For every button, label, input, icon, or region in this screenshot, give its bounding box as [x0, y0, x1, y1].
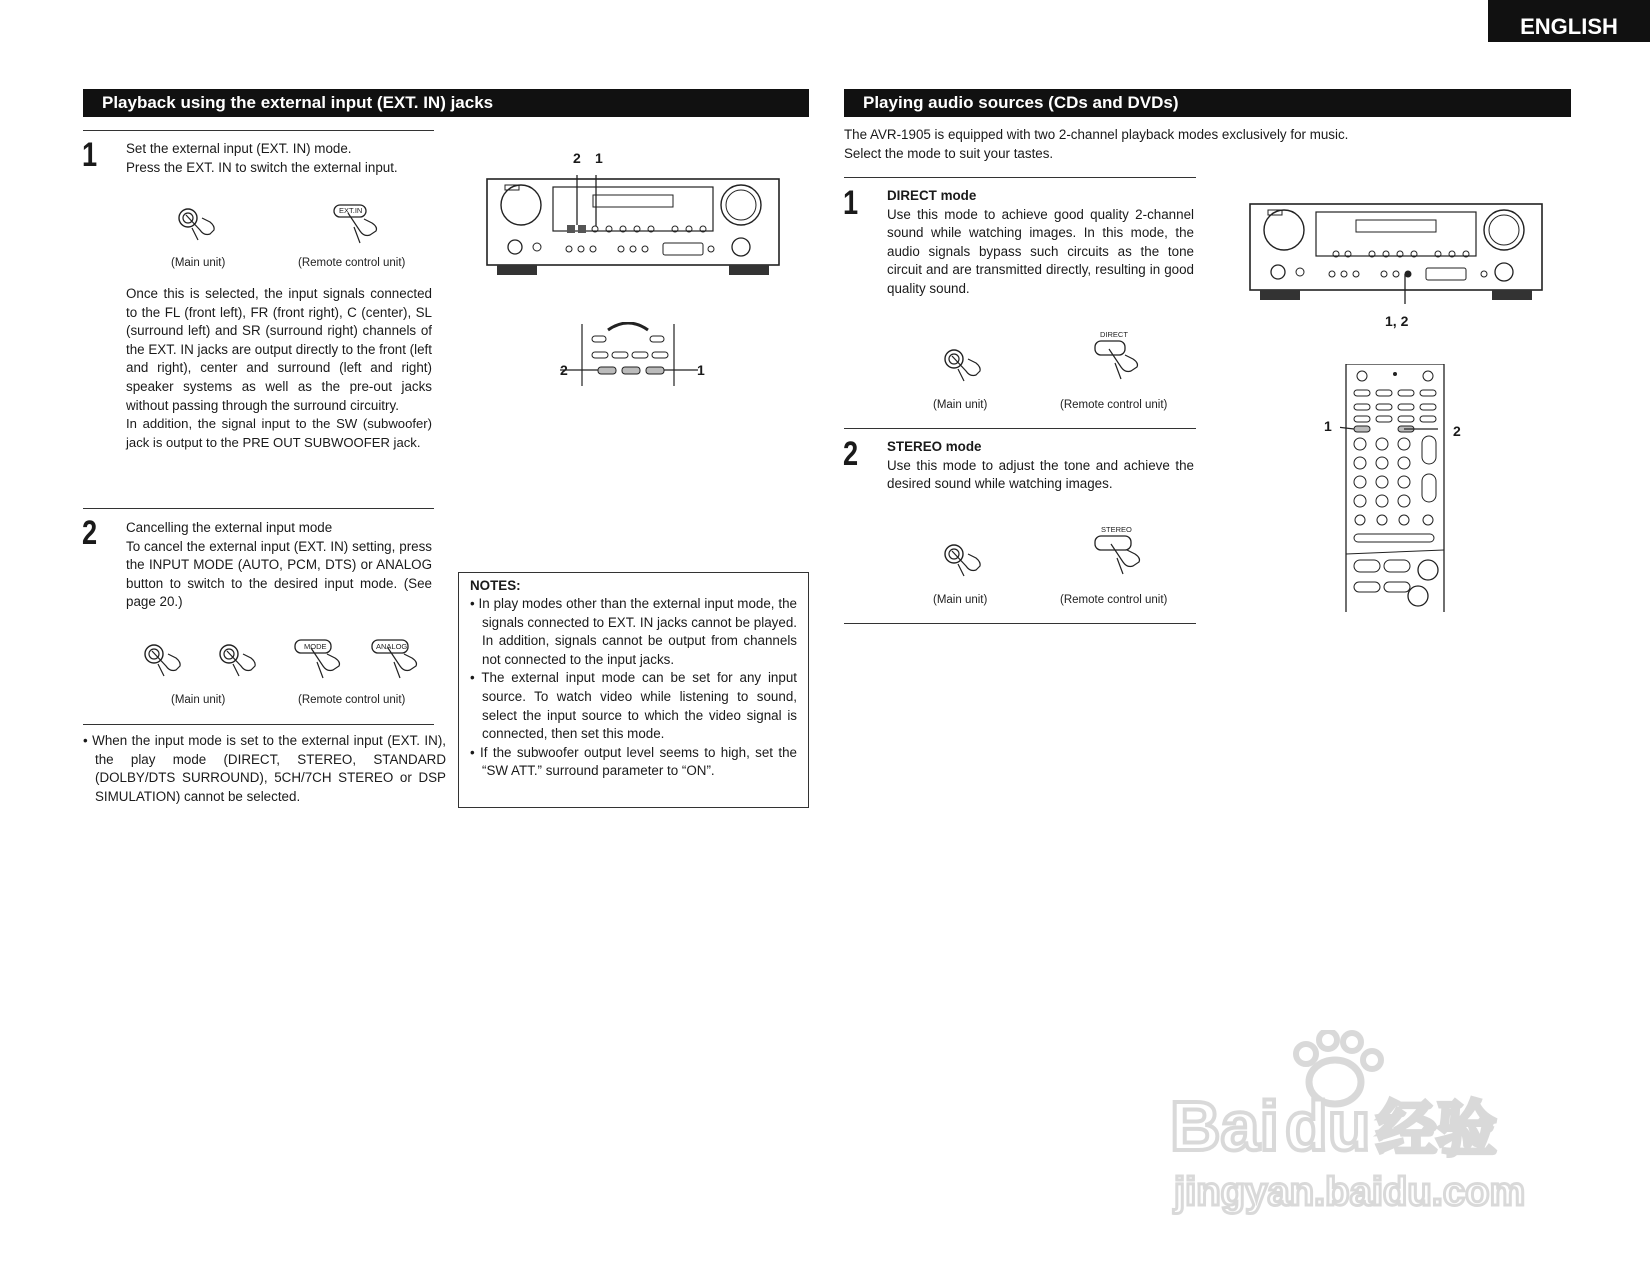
step-number: 2 [843, 435, 859, 473]
stereo-mode-text [887, 438, 1194, 494]
watermark-brand: Bai [1170, 1087, 1279, 1165]
stereo-button-label: STEREO [1101, 525, 1132, 534]
receiver-front-panel-illustration [1248, 200, 1548, 306]
notes-box [458, 572, 809, 808]
caption-main-unit: (Main unit) [171, 257, 226, 269]
figure-callout: 1 [595, 150, 603, 166]
right-intro [844, 126, 1564, 163]
mode-button-label: MODE [304, 642, 327, 651]
divider [83, 724, 434, 725]
direct-mode-heading: DIRECT mode [887, 188, 977, 203]
step2-body: To cancel the external input (EXT. IN) setting, press the INPUT MODE (AUTO, PCM, DTS) or ANALOG button to switch to the desired input mode. (See page 20.) [126, 538, 432, 610]
ext-in-button-label: EXT.IN [339, 206, 363, 215]
step1-body [126, 285, 432, 452]
right-intro-line2: Select the mode to suit your tastes. [844, 145, 1054, 161]
figure-callout: 1 [1324, 418, 1332, 434]
right-section-title: Playing audio sources (CDs and DVDs) [844, 89, 1571, 117]
step1-line2: Press the EXT. IN to switch the external input. [126, 159, 398, 175]
step-number: 1 [843, 184, 859, 222]
watermark-cn: 经验 [1376, 1096, 1497, 1163]
step2-line1: Cancelling the external input mode [126, 520, 333, 535]
figure-callout: 2 [560, 362, 568, 378]
caption-main-unit: (Main unit) [933, 594, 988, 606]
step2-instructions [126, 519, 432, 612]
remote-closeup-illustration [560, 322, 700, 388]
caption-main-unit: (Main unit) [933, 399, 988, 411]
remote-finger-press-icon [1093, 534, 1153, 582]
caption-main-unit: (Main unit) [171, 694, 226, 706]
step1-body-para1: Once this is selected, the input signals connected to the FL (front left), FR (front right), C (center), SL (surround left) and SR (surround right) channels of the EXT. IN jacks are output directly to the front (left and right), center and surround (left and right) speaker systems as well as the pre-out jacks without passing through the surround circuitry. [126, 286, 432, 413]
remote-finger-press-icon [1093, 339, 1153, 387]
direct-mode-body: Use this mode to achieve good quality 2-channel sound while watching images. In this mode, the audio signals bypass such circuits as the tone circuit and are transmitted directly, resulting in good quality sound. [887, 206, 1194, 296]
caption-remote-unit: (Remote control unit) [1060, 594, 1168, 606]
note-item: • The external input mode can be set for any input source. To watch video while listening to sound, select the input source to which the video signal is connected, then set this mode. [470, 670, 797, 742]
receiver-front-panel-illustration [485, 175, 785, 281]
figure-callout: 1, 2 [1385, 313, 1409, 329]
divider [83, 130, 434, 131]
right-intro-line1: The AVR-1905 is equipped with two 2-channel playback modes exclusively for music. [844, 127, 1349, 142]
divider [844, 623, 1196, 624]
note-item: • In play modes other than the external input mode, the signals connected to EXT. IN jacks cannot be played. In addition, signals cannot be output from channels not connected to the input jacks. [470, 596, 797, 667]
stereo-remote-button-figure [1093, 525, 1153, 587]
watermark-brand2: du [1284, 1087, 1371, 1165]
stereo-mode-body: Use this mode to adjust the tone and achieve the desired sound while watching images. [887, 457, 1194, 492]
main-unit-knob-press-icon [940, 540, 1000, 590]
main-unit-knob-press-icon [170, 200, 230, 250]
figure-callout: 2 [1453, 423, 1461, 439]
divider [844, 177, 1196, 178]
step1-line1: Set the external input (EXT. IN) mode. [126, 141, 352, 156]
step-number: 1 [82, 136, 98, 174]
figure-callout: 2 [573, 150, 581, 166]
divider [844, 428, 1196, 429]
ext-in-remote-button-figure [330, 203, 390, 256]
caption-remote-unit: (Remote control unit) [298, 257, 406, 269]
analog-button-label: ANALOG [376, 642, 408, 651]
direct-button-label: DIRECT [1100, 330, 1128, 339]
direct-remote-button-figure [1093, 330, 1153, 392]
language-tab: ENGLISH [1488, 0, 1650, 42]
stereo-mode-heading: STEREO mode [887, 439, 982, 454]
mode-remote-button-figure [293, 638, 353, 691]
step-number: 2 [82, 514, 98, 552]
caption-remote-unit: (Remote control unit) [1060, 399, 1168, 411]
notes-title: NOTES: [470, 578, 521, 593]
caption-remote-unit: (Remote control unit) [298, 694, 406, 706]
note-item: • If the subwoofer output level seems to high, set the “SW ATT.” surround parameter to “ON”. [470, 744, 797, 779]
step1-instructions [126, 140, 436, 177]
input-mode-bullet: • When the input mode is set to the external input (EXT. IN), the play mode (DIRECT, STEREO, STANDARD (DOLBY/DTS SURROUND), 5CH/7CH STEREO or DSP SIMULATION) cannot be selected. [83, 733, 446, 804]
figure-callout: 1 [697, 362, 705, 378]
direct-mode-text [887, 187, 1194, 299]
baidu-watermark [1170, 1030, 1560, 1230]
remote-control-illustration [1340, 364, 1450, 614]
divider [83, 508, 434, 509]
analog-remote-button-figure [370, 638, 430, 691]
main-unit-knob-press-icon [940, 345, 1000, 395]
watermark-url: jingyan.baidu.com [1174, 1170, 1526, 1214]
left-section-title: Playback using the external input (EXT. IN) jacks [83, 89, 809, 117]
step1-body-para2: In addition, the signal input to the SW (subwoofer) jack is output to the PRE OUT SUBWOOFER jack. [126, 416, 432, 450]
